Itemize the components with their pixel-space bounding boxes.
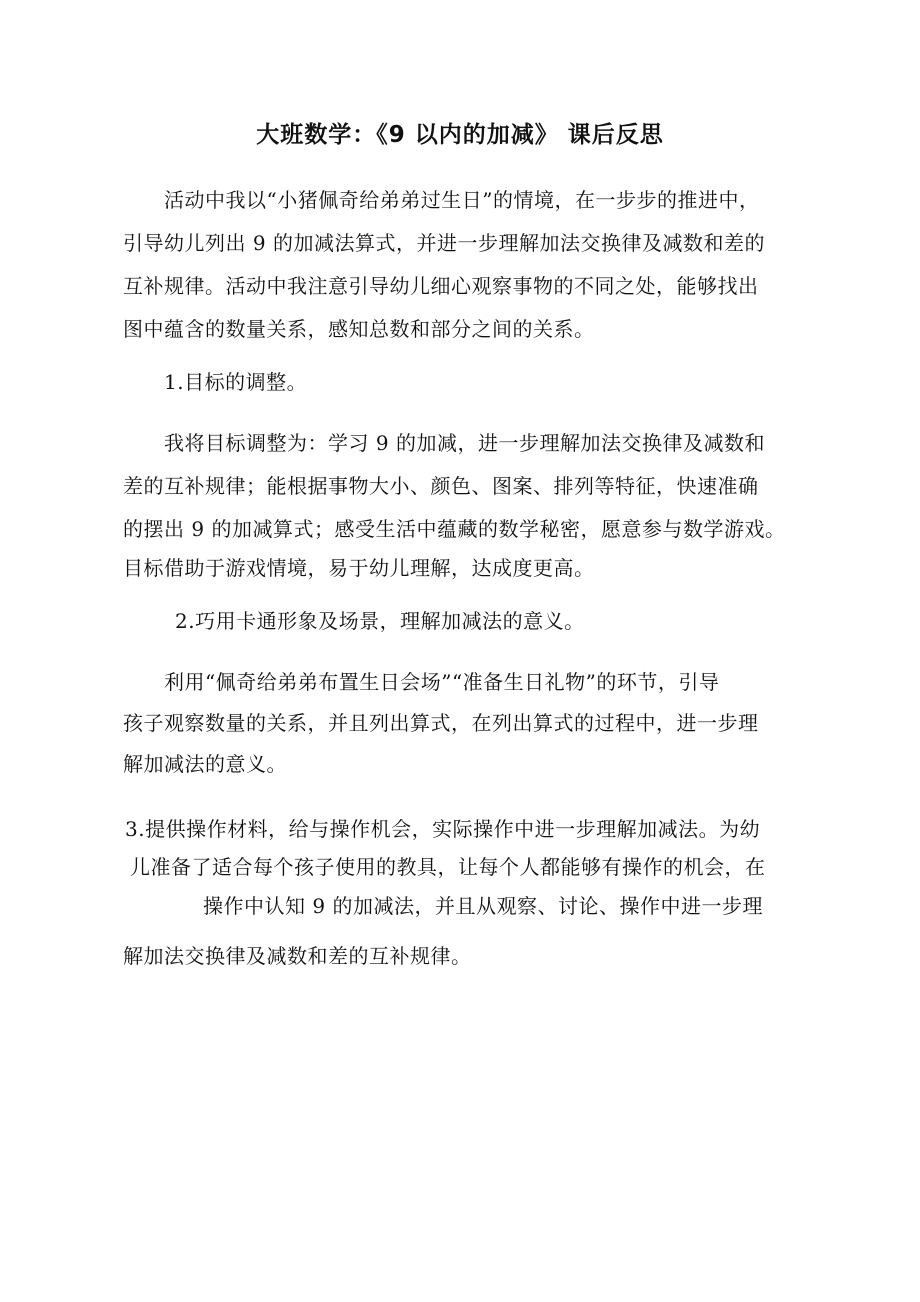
paragraph-2-line-3: 的摆出 9 的加减算式；感受生活中蕴藏的数学秘密，愿意参与数学游戏。: [123, 517, 786, 541]
section-heading-2: 2.巧用卡通形象及场景，理解加减法的意义。: [175, 609, 585, 633]
document-title: 大班数学：《9 以内的加减》 课后反思: [256, 122, 664, 148]
paragraph-1-line-1: 活动中我以“小猪佩奇给弟弟过生日”的情境，在一步步的推进中，: [164, 188, 760, 212]
paragraph-3-line-2: 孩子观察数量的关系，并且列出算式，在列出算式的过程中，进一步理: [123, 711, 759, 735]
paragraph-2-line-1: 我将目标调整为：学习 9 的加减，进一步理解加法交换律及减数和: [164, 431, 765, 455]
section-heading-1: 1.目标的调整。: [164, 370, 308, 394]
paragraph-1-line-4: 图中蕴含的数量关系，感知总数和部分之间的关系。: [123, 317, 595, 341]
paragraph-4-line-2: 儿准备了适合每个孩子使用的教具，让每个人都能够有操作的机会，在: [130, 855, 766, 879]
paragraph-4-line-1: 3.提供操作材料，给与操作机会，实际操作中进一步理解加减法。为幼: [125, 817, 761, 841]
paragraph-3-line-1: 利用“佩奇给弟弟布置生日会场”“准备生日礼物”的环节，引导: [164, 670, 720, 694]
paragraph-4-line-4: 解加法交换律及减数和差的互补规律。: [123, 944, 472, 968]
paragraph-2-line-2: 差的互补规律；能根据事物大小、颜色、图案、排列等特征，快速准确: [123, 474, 759, 498]
paragraph-1-line-2: 引导幼儿列出 9 的加减法算式，并进一步理解加法交换律及减数和差的: [123, 231, 765, 255]
paragraph-2-line-4: 目标借助于游戏情境，易于幼儿理解，达成度更高。: [123, 556, 595, 580]
paragraph-4-line-3: 操作中认知 9 的加减法，并且从观察、讨论、操作中进一步理: [203, 894, 763, 918]
paragraph-1-line-3: 互补规律。活动中我注意引导幼儿细心观察事物的不同之处，能够找出: [123, 274, 759, 298]
paragraph-3-line-3: 解加减法的意义。: [123, 752, 287, 776]
